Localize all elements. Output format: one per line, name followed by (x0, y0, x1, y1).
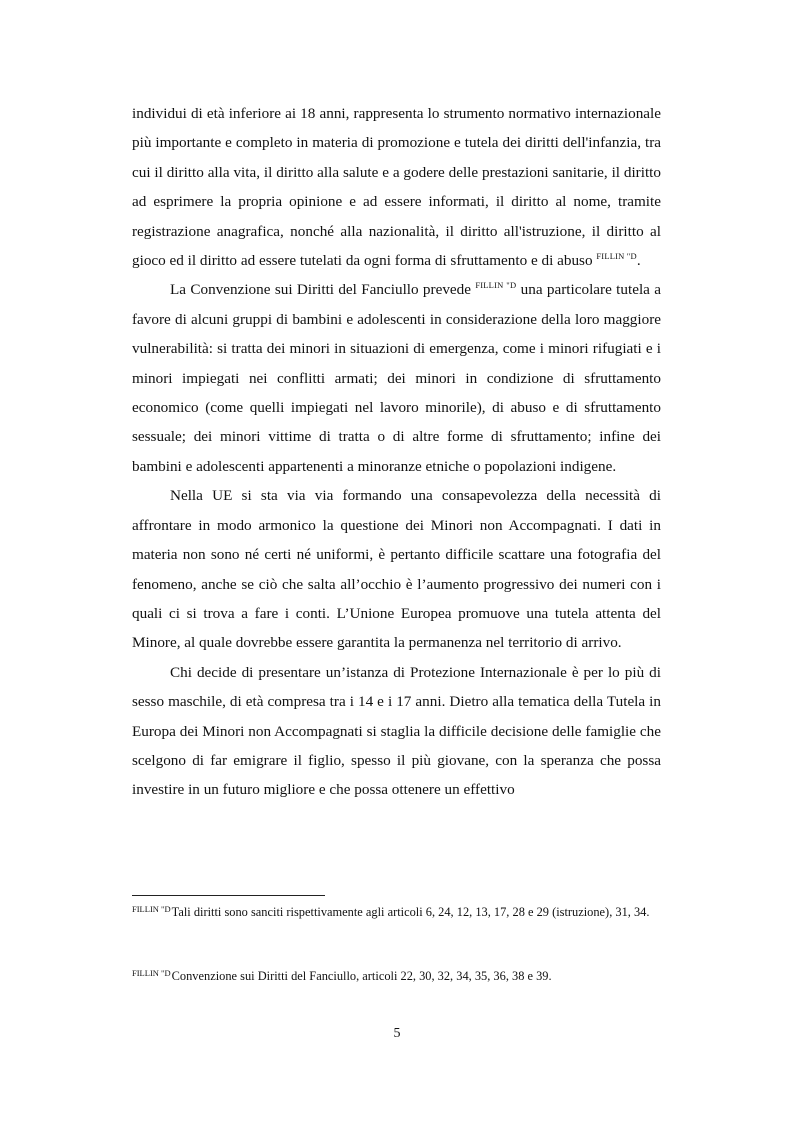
paragraph-1-text: individui di età inferiore ai 18 anni, rappresenta lo strumento normativo internazionale più importante e completo in materia di promozione e tutela dei diritti dell'infanzia, tra cui il diritto alla vita, il diritto alla salute e a godere delle prestazioni sanitarie, il diritto ad esprimere la propria opinione e ad essere informati, il diritto al nome, tramite registrazione anagrafica, nonché alla nazionalità, il diritto all'istruzione, il diritto al gioco ed il diritto ad essere tutelati da ogni forma di sfruttamento e di abuso (132, 105, 661, 270)
paragraph-3: Nella UE si sta via via formando una consapevolezza della necessità di affrontare in modo armonico la questione dei Minori non Accompagnati. I dati in materia non sono né certi né uniformi, è pertanto difficile scattare una fotografia del fenomeno, anche se ciò che salta all’occhio è l’aumento progressivo dei numeri con i quali ci si trova a fare i conti. L’Unione Europea promuove una tutela attenta del Minore, al quale dovrebbe essere garantita la permanenza nel territorio di arrivo. (132, 487, 661, 652)
paragraph-1-end: . (636, 252, 641, 270)
footnote-ref-1: FILLIN "D (596, 251, 637, 262)
footnote-1-mark: FILLIN "D (132, 904, 171, 914)
footnote-1 (132, 901, 661, 923)
footnote-1-text: Tali diritti sono sanciti rispettivamente agli articoli 6, 24, 12, 13, 17, 28 e 29 (istruzione), 31, 34. (171, 905, 650, 919)
page-number: 5 (393, 1026, 401, 1041)
paragraph-2 (132, 275, 661, 481)
footnote-2 (132, 965, 661, 987)
footnote-2-text: Convenzione sui Diritti del Fanciullo, articoli 22, 30, 32, 34, 35, 36, 38 e 39. (171, 969, 552, 983)
footnote-ref-2: FILLIN "D (475, 280, 517, 291)
paragraph-4: Chi decide di presentare un’istanza di Protezione Internazionale è per lo più di sesso maschile, di età compresa tra i 14 e i 17 anni. Dietro alla tematica della Tutela in Europa dei Minori non Accompagnati si staglia la difficile decisione delle famiglie che scelgono di far emigrare il figlio, spesso il più giovane, con la speranza che possa investire in un futuro migliore e che possa ottenere un effettivo (132, 663, 661, 799)
paragraph-1 (132, 99, 661, 275)
footnote-2-mark: FILLIN "D (132, 968, 171, 978)
footnote-separator (132, 895, 325, 896)
paragraph-2-text-rest: una particolare tutela a favore di alcuni gruppi di bambini e adolescenti in considerazione della loro maggiore vulnerabilità: si tratta dei minori in situazioni di emergenza, come i minori rifugiati e i minori impiegati nei conflitti armati; dei minori in condizione di sfruttamento economico (come quelli impiegati nel lavoro minorile), di abuso e di sfruttamento sessuale; dei minori vittime di tratta o di altre forme di sfruttamento; infine dei bambini e adolescenti appartenenti a minoranze etniche o popolazioni indigene. (132, 281, 661, 475)
paragraph-2-text-start: La Convenzione sui Diritti del Fanciullo prevede (170, 281, 476, 299)
body-text (132, 99, 661, 805)
